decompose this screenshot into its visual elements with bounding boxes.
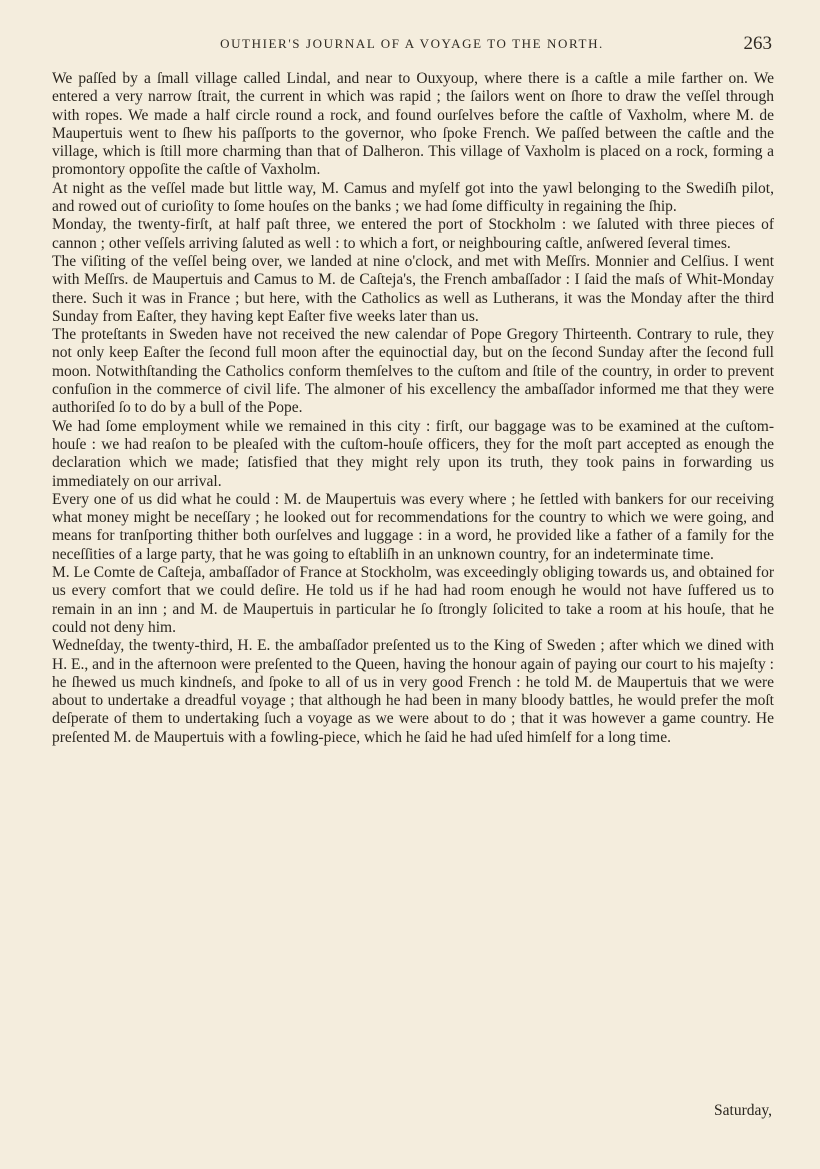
paragraph: Monday, the twenty-firſt, at half paſt three, we entered the port of Stockholm : we ſaluted with three pieces of cannon ; other veſſels arriving ſaluted as well : to which a fort, or neighbouring caſtle, anſwered ſeveral times. bbox=[52, 216, 774, 252]
paragraph: The viſiting of the veſſel being over, we landed at nine o'clock, and met with Meſſrs. Monnier and Celſius. I went with Meſſrs. de Maupertuis and Camus to M. de Caſteja's, the French ambaſſador : I ſaid the maſs of Whit-Monday there. Such it was in France ; but here, with the Catholics as well as Lutherans, it was the Monday after the third Sunday from Eaſter, they having kept Eaſter five weeks later than us. bbox=[52, 252, 774, 325]
paragraph: Wedneſday, the twenty-third, H. E. the ambaſſador preſented us to the King of Sweden ; after which we dined with H. E., and in the afternoon were preſented to the Queen, having the honour again of paying our court to his majeſty : he ſhewed us much kindneſs, and ſpoke to all of us in very good French : he told M. de Maupertuis that we were about to undertake a dreadful voyage ; that although he had been in many bloody battles, he would prefer the moſt deſperate of them to undertaking ſuch a voyage as we were about to do ; that it was however a game country. He preſented M. de Maupertuis with a fowling-piece, which he ſaid he had uſed himſelf for a long time. bbox=[52, 637, 774, 746]
paragraph: Every one of us did what he could : M. de Maupertuis was every where ; he ſettled with bankers for our receiving what money might be neceſſary ; he looked out for recommendations for the country to which we were going, and means for tranſporting thither both ourſelves and luggage : in a word, he provided like a father of a family for the neceſſities of a large party, that he was going to eſtabliſh in an unknown country, for an indeterminate time. bbox=[52, 490, 774, 563]
page-number: 263 bbox=[743, 33, 772, 54]
paragraph: The proteſtants in Sweden have not received the new calendar of Pope Gregory Thirteenth. Contrary to rule, they not only keep Eaſter the ſecond full moon after the equinoctial day, but on the ſecond Sunday after the ſecond full moon. Notwithſtanding the Catholics conform themſelves to the cuſtom and ſtile of the country, in order to prevent confuſion in the commerce of civil life. The almoner of his excellency the ambaſſador informed me that they were authoriſed ſo to do by a bull of the Pope. bbox=[52, 326, 774, 417]
paragraph: At night as the veſſel made but little way, M. Camus and myſelf got into the yawl belonging to the Swediſh pilot, and rowed out of curioſity to ſome houſes on the banks ; we had ſome difficulty in regaining the ſhip. bbox=[52, 179, 774, 216]
running-title: OUTHIER'S JOURNAL OF A VOYAGE TO THE NORTH. bbox=[220, 36, 604, 51]
paragraph: We paſſed by a ſmall village called Lindal, and near to Ouxyoup, where there is a caſtle a mile farther on. We entered a very narrow ſtrait, the current in which was rapid ; the ſailors went on ſhore to draw the veſſel through with ropes. We made a half circle round a rock, and found ourſelves before the caſtle of Vaxholm, where M. de Maupertuis went to ſhew his paſſports to the governor, who ſpoke French. We paſſed between the caſtle and the village, which is ſtill more charming than that of Dalheron. This village of Vaxholm is placed on a rock, forming a promontory oppoſite the caſtle of Vaxholm. bbox=[52, 70, 774, 179]
paragraph: M. Le Comte de Caſteja, ambaſſador of France at Stockholm, was exceedingly obliging towards us, and obtained for us every comfort that we could deſire. He told us if he had had room enough he would not have ſuffered us to remain in an inn ; and M. de Maupertuis in particular he ſo ſtrongly ſolicited to take a room at his houſe, that he could not deny him. bbox=[52, 564, 774, 636]
page-header bbox=[52, 33, 772, 62]
body-text bbox=[52, 70, 774, 747]
catchword: Saturday, bbox=[714, 1102, 772, 1119]
paragraph: We had ſome employment while we remained in this city : firſt, our baggage was to be examined at the cuſtom-houſe : we had reaſon to be pleaſed with the cuſtom-houſe officers, they for the moſt part accepted as enough the declaration which we made; ſatisfied that they might rely upon its truth, they took pains in forwarding us immediately on our arrival. bbox=[52, 417, 774, 490]
